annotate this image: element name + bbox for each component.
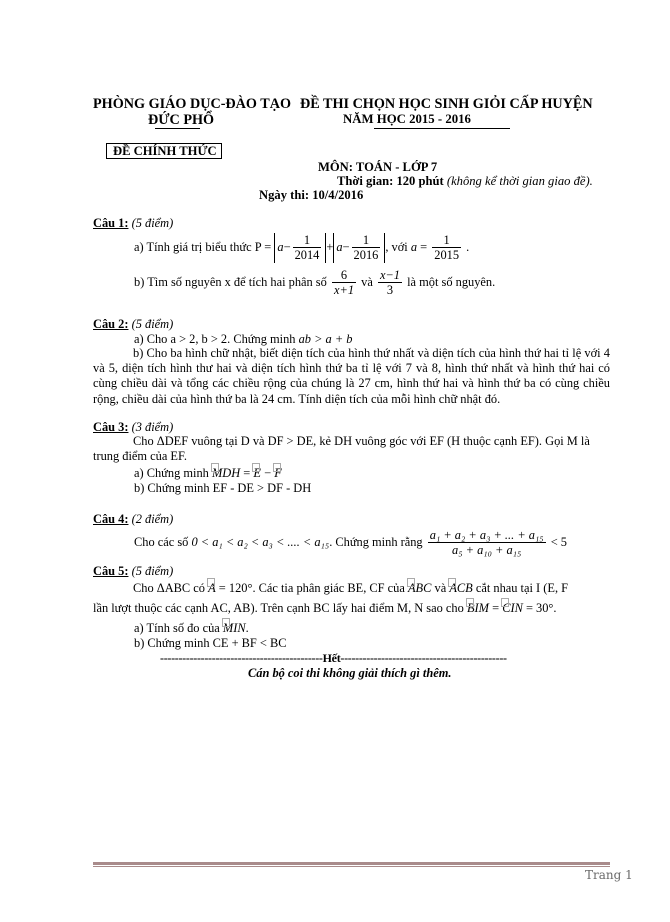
question-2-part-a: a) Cho a > 2, b > 2. Chứng minh ab > a + b [134, 332, 353, 346]
angle-f: F [274, 466, 282, 480]
time-info [337, 174, 593, 189]
subject-title: MÔN: TOÁN - LỚP 7 [318, 160, 438, 174]
question-5-intro-line2: lần lượt thuộc các cạnh AC, AB). Trên cạnh BC lấy hai điểm M, N sao cho BIM = CIN = 30°. [93, 601, 557, 615]
page-number: Trang 1 [585, 868, 633, 882]
question-4-body: Cho các số 0 < a₁ < a₂ < a₃ < .... < a₁₅. Chứng minh rằng $\frac{\text{a₁ + a₂ + a₃ + ... + a₁₅}}{\text{a₅ + a₁₀ + a₁₅}}$ < 5 [134, 528, 567, 557]
angle-bim: BIM [466, 601, 489, 615]
question-5-heading [93, 564, 173, 579]
angle-a: A [208, 581, 216, 595]
question-label: Câu 5: [93, 564, 129, 578]
question-label: Câu 2: [93, 317, 129, 331]
question-3-intro: Cho ΔDEF vuông tại D và DF > DE, kẻ DH vuông góc với EF (H thuộc cạnh EF). Gọi M là trung điểm của EF. [93, 434, 590, 464]
question-label: Câu 3: [93, 420, 129, 434]
angle-cin: CIN [502, 601, 523, 615]
question-1-part-a: a) Tính giá trị biểu thức P = a− $\frac{1}{2014}$ + a− $\frac{1}{2016}$ , với a = $\frac{1}{2015}$ . [134, 233, 470, 262]
question-4-heading [93, 512, 173, 527]
time-label: Thời gian: 120 phút [337, 174, 444, 188]
angle-e: E [253, 466, 261, 480]
district-underline [155, 128, 200, 129]
footer-rule-thick [93, 862, 610, 865]
school-year: NĂM HỌC 2015 - 2016 [343, 112, 471, 126]
abs-value-2: a− $\frac{1}{2016}$ [333, 233, 385, 263]
question-5-part-b: b) Chứng minh CE + BF < BC [134, 636, 287, 650]
ratio-fraction: $\frac{\text{a₁ + a₂ + a₃ + ... + a₁₅}}{\text{a₅ + a₁₀ + a₁₅}}$ [429, 528, 544, 557]
question-points: (5 điểm) [131, 216, 174, 230]
question-2-heading [93, 317, 173, 332]
question-5-intro-line1: Cho ΔABC có A = 120°. Các tia phân giác BE, CF của ABC và ACB cắt nhau tại I (E, F [133, 581, 569, 595]
question-points: (3 điểm) [131, 420, 174, 434]
question-3-part-a: a) Chứng minh MDH = E − F [134, 466, 282, 480]
question-2-part-b: b) Cho ba hình chữ nhật, biết diện tích của hình thứ nhất và diện tích của hình thứ hai tỉ lệ với 4 và 5, diện tích hình thư hai và diện tích hình thứ ba tỉ lệ với 7 và 8, hình thứ nhất và hình thứ hai có cùng chiều dài và tổng các chiều rộng của chúng là 27 cm, hình thứ hai và hình thứ ba có cùng chiều rộng, chiều dài của hình thứ ba là 24 cm. Tính diện tích của mỗi hình chữ nhật đó. [93, 346, 610, 406]
proctor-note: Cán bộ coi thi không giải thích gì thêm. [248, 666, 452, 680]
abs-value-1: a− $\frac{1}{2014}$ [274, 233, 326, 263]
question-3-part-b: b) Chứng minh EF - DE > DF - DH [134, 481, 312, 495]
question-label: Câu 4: [93, 512, 129, 526]
question-points: (2 điểm) [131, 512, 174, 526]
time-note: (không kể thời gian giao đề). [446, 174, 593, 188]
question-1-heading [93, 216, 173, 231]
exam-title: ĐỀ THI CHỌN HỌC SINH GIỎI CẤP HUYỆN [300, 96, 593, 112]
question-points: (5 điểm) [131, 564, 174, 578]
angle-mdh: MDH [211, 466, 241, 480]
question-3-heading [93, 420, 173, 435]
question-label: Câu 1: [93, 216, 129, 230]
footer-rule-thin [93, 866, 610, 867]
part-b-text: b) Tìm số nguyên x để tích hai phân số [134, 274, 327, 289]
date-label: Ngày thi: [259, 188, 310, 202]
part-a-text: a) Tính giá trị biểu thức P = [134, 239, 272, 254]
district-name: ĐỨC PHỔ [148, 112, 215, 128]
department-name: PHÒNG GIÁO DỤC-ĐÀO TẠO [93, 96, 291, 112]
question-5-part-a: a) Tính số đo của MIN. [134, 621, 249, 635]
official-badge: ĐỀ CHÍNH THỨC [106, 143, 222, 159]
school-year-underline [374, 128, 510, 129]
question-points: (5 điểm) [131, 317, 174, 331]
angle-abc: ABC [407, 581, 432, 595]
angle-acb: ACB [449, 581, 473, 595]
question-1-part-b: b) Tìm số nguyên x để tích hai phân số $\frac{6}{x+1}$ và $\frac{x-1}{3}$ là một số nguyên. [134, 268, 496, 297]
inequality-chain: 0 < a₁ < a₂ < a₃ < .... < a₁₅ [191, 534, 330, 549]
exam-date [259, 188, 363, 203]
angle-min: MIN [222, 621, 246, 635]
end-divider: --------------------------------------------Hết--------------------------------------------- [160, 651, 507, 665]
date-value: 10/4/2016 [312, 188, 364, 202]
